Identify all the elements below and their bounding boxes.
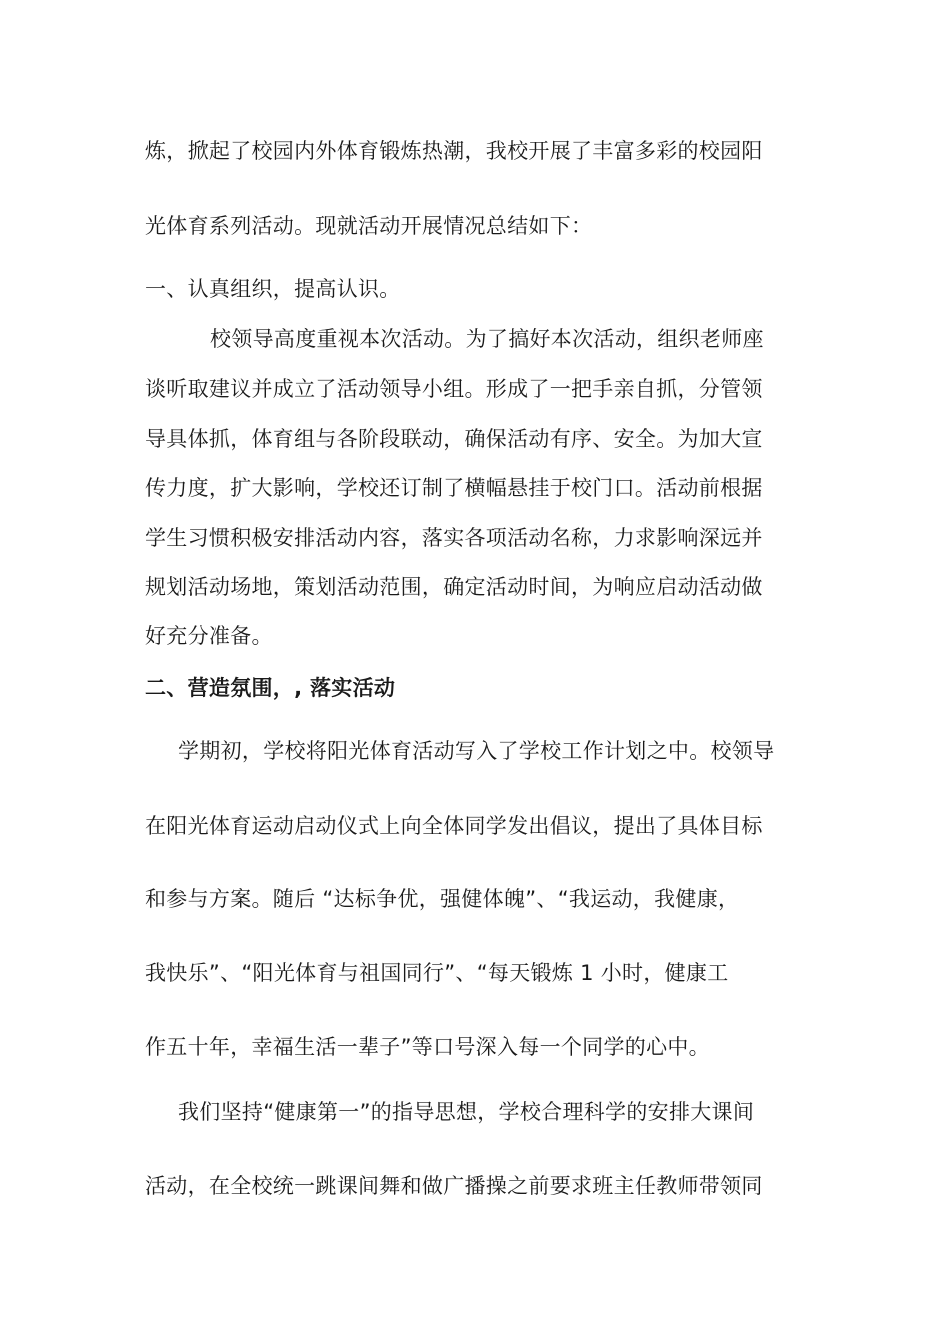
section-1-line-1: 校领导高度重视本次活动。为了搞好本次活动，组织老师座 bbox=[210, 327, 764, 351]
section-2-para-2-line-1: 我们坚持“健康第一”的指导思想，学校合理科学的安排大课间 bbox=[178, 1100, 755, 1124]
intro-line-2: 光体育系列活动。现就活动开展情况总结如下： bbox=[145, 214, 593, 238]
section-2-para-1-line-1: 学期初，学校将阳光体育活动写入了学校工作计划之中。校领导 bbox=[178, 739, 775, 763]
section-1-line-7: 好充分准备。 bbox=[145, 624, 273, 648]
section-1-heading: 一、认真组织，提高认识。 bbox=[145, 277, 401, 301]
section-2-para-1-line-5: 作五十年，幸福生活一辈子”等口号深入每一个同学的心中。 bbox=[145, 1035, 710, 1059]
section-1-line-3: 导具体抓，体育组与各阶段联动，确保活动有序、安全。为加大宣 bbox=[145, 427, 763, 451]
section-1-line-4: 传力度，扩大影响，学校还订制了横幅悬挂于校门口。活动前根据 bbox=[145, 476, 763, 500]
section-1-line-5: 学生习惯积极安排活动内容，落实各项活动名称，力求影响深远并 bbox=[145, 526, 763, 550]
section-2-para-2-line-2: 活动，在全校统一跳课间舞和做广播操之前要求班主任教师带领同 bbox=[145, 1174, 763, 1198]
section-2-para-1-line-3: 和参与方案。随后 “达标争优，强健体魄”、“我运动，我健康， bbox=[145, 887, 740, 911]
section-1-line-2: 谈听取建议并成立了活动领导小组。形成了一把手亲自抓，分管领 bbox=[145, 377, 763, 401]
intro-line-1: 炼，掀起了校园内外体育锻炼热潮，我校开展了丰富多彩的校园阳 bbox=[145, 139, 763, 163]
section-2-heading: 二、营造氛围，, 落实活动 bbox=[145, 676, 396, 700]
section-1-line-6: 规划活动场地，策划活动范围，确定活动时间，为响应启动活动做 bbox=[145, 575, 763, 599]
section-2-para-1-line-4: 我快乐”、“阳光体育与祖国同行”、“每天锻炼 1 小时，健康工 bbox=[145, 961, 729, 985]
section-2-para-1-line-2: 在阳光体育运动启动仪式上向全体同学发出倡议，提出了具体目标 bbox=[145, 814, 763, 838]
